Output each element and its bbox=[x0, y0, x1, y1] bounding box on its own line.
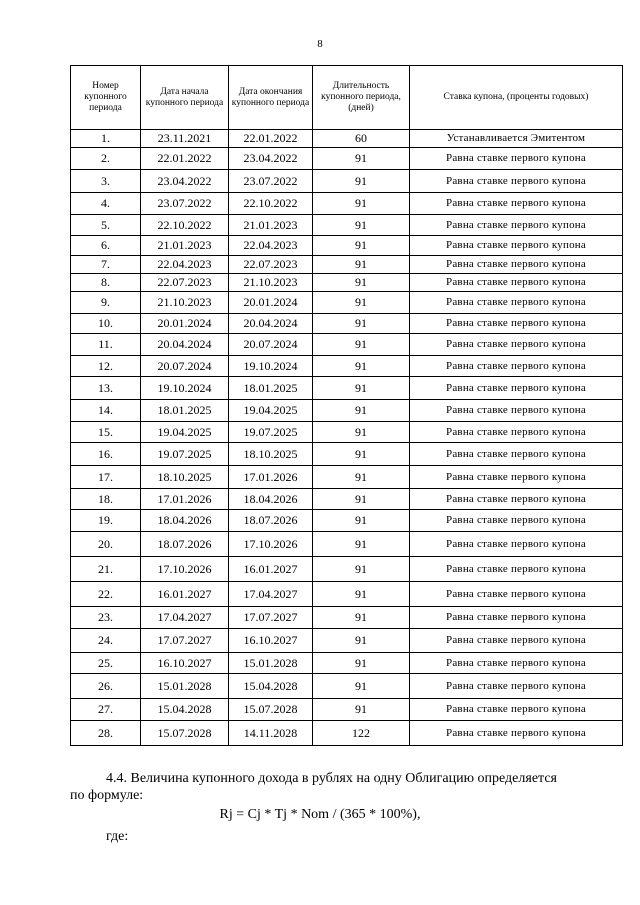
cell-period-number: 11. bbox=[71, 334, 141, 356]
cell-start-date: 18.04.2026 bbox=[141, 510, 229, 532]
cell-coupon-rate: Равна ставке первого купона bbox=[410, 274, 623, 292]
cell-end-date: 22.01.2022 bbox=[229, 130, 313, 148]
cell-coupon-rate: Равна ставке первого купона bbox=[410, 256, 623, 274]
table-row bbox=[71, 653, 623, 674]
cell-start-date: 16.10.2027 bbox=[141, 653, 229, 674]
table-row bbox=[71, 356, 623, 377]
cell-end-date: 21.10.2023 bbox=[229, 274, 313, 292]
header-coupon-rate: Ставка купона, (проценты годовых) bbox=[410, 66, 623, 130]
cell-end-date: 16.01.2027 bbox=[229, 557, 313, 582]
cell-coupon-rate: Равна ставке первого купона bbox=[410, 314, 623, 334]
table-row bbox=[71, 582, 623, 607]
table-row bbox=[71, 466, 623, 489]
cell-start-date: 21.01.2023 bbox=[141, 236, 229, 256]
table-row bbox=[71, 236, 623, 256]
cell-end-date: 18.04.2026 bbox=[229, 489, 313, 510]
coupon-income-formula: Rj = Cj * Tj * Nom / (365 * 100%), bbox=[219, 807, 421, 822]
cell-end-date: 20.07.2024 bbox=[229, 334, 313, 356]
cell-duration: 60 bbox=[313, 130, 410, 148]
cell-duration: 91 bbox=[313, 193, 410, 215]
cell-period-number: 13. bbox=[71, 377, 141, 400]
cell-end-date: 17.10.2026 bbox=[229, 532, 313, 557]
table-row bbox=[71, 274, 623, 292]
cell-duration: 91 bbox=[313, 510, 410, 532]
cell-start-date: 17.04.2027 bbox=[141, 607, 229, 629]
cell-end-date: 18.10.2025 bbox=[229, 443, 313, 466]
table-row bbox=[71, 721, 623, 746]
cell-start-date: 20.01.2024 bbox=[141, 314, 229, 334]
cell-end-date: 17.01.2026 bbox=[229, 466, 313, 489]
cell-coupon-rate: Равна ставке первого купона bbox=[410, 489, 623, 510]
cell-period-number: 5. bbox=[71, 215, 141, 236]
cell-coupon-rate: Равна ставке первого купона bbox=[410, 236, 623, 256]
cell-coupon-rate: Равна ставке первого купона bbox=[410, 170, 623, 193]
where-label: где: bbox=[106, 829, 129, 844]
table-row bbox=[71, 607, 623, 629]
cell-duration: 91 bbox=[313, 557, 410, 582]
cell-period-number: 14. bbox=[71, 400, 141, 422]
cell-end-date: 15.01.2028 bbox=[229, 653, 313, 674]
cell-period-number: 24. bbox=[71, 629, 141, 653]
cell-coupon-rate: Равна ставке первого купона bbox=[410, 193, 623, 215]
cell-start-date: 23.11.2021 bbox=[141, 130, 229, 148]
table-row bbox=[71, 532, 623, 557]
cell-end-date: 14.11.2028 bbox=[229, 721, 313, 746]
cell-duration: 91 bbox=[313, 170, 410, 193]
table-row bbox=[71, 130, 623, 148]
cell-period-number: 25. bbox=[71, 653, 141, 674]
cell-period-number: 3. bbox=[71, 170, 141, 193]
cell-start-date: 21.10.2023 bbox=[141, 292, 229, 314]
cell-start-date: 19.04.2025 bbox=[141, 422, 229, 443]
cell-coupon-rate: Равна ставке первого купона bbox=[410, 510, 623, 532]
cell-start-date: 19.10.2024 bbox=[141, 377, 229, 400]
cell-coupon-rate: Равна ставке первого купона bbox=[410, 466, 623, 489]
header-period-number: Номер купонного периода bbox=[71, 66, 141, 130]
cell-duration: 91 bbox=[313, 607, 410, 629]
table-header-row bbox=[71, 66, 623, 130]
cell-end-date: 15.04.2028 bbox=[229, 674, 313, 699]
cell-end-date: 23.04.2022 bbox=[229, 148, 313, 170]
cell-duration: 91 bbox=[313, 582, 410, 607]
cell-end-date: 16.10.2027 bbox=[229, 629, 313, 653]
table-row bbox=[71, 314, 623, 334]
cell-end-date: 17.07.2027 bbox=[229, 607, 313, 629]
table-row bbox=[71, 377, 623, 400]
cell-coupon-rate: Равна ставке первого купона bbox=[410, 215, 623, 236]
cell-period-number: 18. bbox=[71, 489, 141, 510]
cell-start-date: 17.01.2026 bbox=[141, 489, 229, 510]
cell-period-number: 6. bbox=[71, 236, 141, 256]
table-row bbox=[71, 292, 623, 314]
cell-period-number: 21. bbox=[71, 557, 141, 582]
cell-start-date: 18.10.2025 bbox=[141, 466, 229, 489]
cell-period-number: 16. bbox=[71, 443, 141, 466]
cell-duration: 91 bbox=[313, 292, 410, 314]
table-row bbox=[71, 334, 623, 356]
table-row bbox=[71, 557, 623, 582]
cell-coupon-rate: Равна ставке первого купона bbox=[410, 292, 623, 314]
cell-period-number: 1. bbox=[71, 130, 141, 148]
cell-start-date: 18.07.2026 bbox=[141, 532, 229, 557]
cell-duration: 91 bbox=[313, 653, 410, 674]
table-row bbox=[71, 400, 623, 422]
table-row bbox=[71, 170, 623, 193]
cell-start-date: 23.04.2022 bbox=[141, 170, 229, 193]
cell-end-date: 15.07.2028 bbox=[229, 699, 313, 721]
cell-duration: 91 bbox=[313, 236, 410, 256]
cell-end-date: 19.10.2024 bbox=[229, 356, 313, 377]
cell-start-date: 16.01.2027 bbox=[141, 582, 229, 607]
cell-coupon-rate: Равна ставке первого купона bbox=[410, 400, 623, 422]
cell-duration: 91 bbox=[313, 443, 410, 466]
cell-duration: 91 bbox=[313, 400, 410, 422]
cell-period-number: 4. bbox=[71, 193, 141, 215]
table-row bbox=[71, 699, 623, 721]
paragraph-4-4-line1: 4.4. Величина купонного дохода в рублях на одну Облигацию определяется bbox=[106, 771, 557, 786]
table-body bbox=[71, 130, 623, 746]
cell-duration: 91 bbox=[313, 334, 410, 356]
cell-end-date: 20.04.2024 bbox=[229, 314, 313, 334]
cell-coupon-rate: Равна ставке первого купона bbox=[410, 148, 623, 170]
cell-coupon-rate: Равна ставке первого купона bbox=[410, 699, 623, 721]
cell-end-date: 20.01.2024 bbox=[229, 292, 313, 314]
cell-end-date: 22.10.2022 bbox=[229, 193, 313, 215]
cell-period-number: 7. bbox=[71, 256, 141, 274]
cell-period-number: 27. bbox=[71, 699, 141, 721]
header-duration: Длительность купонного периода, (дней) bbox=[313, 66, 410, 130]
cell-end-date: 18.01.2025 bbox=[229, 377, 313, 400]
cell-start-date: 22.10.2022 bbox=[141, 215, 229, 236]
table-row bbox=[71, 193, 623, 215]
cell-end-date: 22.04.2023 bbox=[229, 236, 313, 256]
cell-duration: 91 bbox=[313, 674, 410, 699]
table-row bbox=[71, 489, 623, 510]
cell-duration: 91 bbox=[313, 489, 410, 510]
cell-start-date: 17.07.2027 bbox=[141, 629, 229, 653]
cell-end-date: 19.07.2025 bbox=[229, 422, 313, 443]
cell-start-date: 22.01.2022 bbox=[141, 148, 229, 170]
cell-period-number: 17. bbox=[71, 466, 141, 489]
page-number: 8 bbox=[317, 38, 323, 50]
cell-start-date: 18.01.2025 bbox=[141, 400, 229, 422]
cell-coupon-rate: Равна ставке первого купона bbox=[410, 721, 623, 746]
paragraph-4-4-line2: по формуле: bbox=[70, 788, 144, 803]
table-row bbox=[71, 422, 623, 443]
cell-end-date: 23.07.2022 bbox=[229, 170, 313, 193]
cell-coupon-rate: Равна ставке первого купона bbox=[410, 674, 623, 699]
cell-coupon-rate: Равна ставке первого купона bbox=[410, 334, 623, 356]
cell-coupon-rate: Равна ставке первого купона bbox=[410, 557, 623, 582]
cell-start-date: 17.10.2026 bbox=[141, 557, 229, 582]
cell-duration: 91 bbox=[313, 356, 410, 377]
cell-coupon-rate: Равна ставке первого купона bbox=[410, 653, 623, 674]
cell-period-number: 9. bbox=[71, 292, 141, 314]
table-row bbox=[71, 215, 623, 236]
cell-coupon-rate: Равна ставке первого купона bbox=[410, 629, 623, 653]
cell-end-date: 22.07.2023 bbox=[229, 256, 313, 274]
cell-start-date: 19.07.2025 bbox=[141, 443, 229, 466]
cell-period-number: 22. bbox=[71, 582, 141, 607]
cell-period-number: 20. bbox=[71, 532, 141, 557]
cell-start-date: 20.04.2024 bbox=[141, 334, 229, 356]
cell-duration: 122 bbox=[313, 721, 410, 746]
cell-coupon-rate: Равна ставке первого купона bbox=[410, 443, 623, 466]
coupon-schedule-table bbox=[70, 65, 623, 746]
cell-end-date: 19.04.2025 bbox=[229, 400, 313, 422]
cell-period-number: 19. bbox=[71, 510, 141, 532]
cell-coupon-rate: Равна ставке первого купона bbox=[410, 582, 623, 607]
cell-start-date: 22.04.2023 bbox=[141, 256, 229, 274]
cell-end-date: 18.07.2026 bbox=[229, 510, 313, 532]
cell-coupon-rate: Равна ставке первого купона bbox=[410, 377, 623, 400]
cell-start-date: 22.07.2023 bbox=[141, 274, 229, 292]
cell-duration: 91 bbox=[313, 314, 410, 334]
cell-duration: 91 bbox=[313, 532, 410, 557]
cell-period-number: 2. bbox=[71, 148, 141, 170]
table-row bbox=[71, 674, 623, 699]
cell-duration: 91 bbox=[313, 629, 410, 653]
cell-start-date: 15.01.2028 bbox=[141, 674, 229, 699]
header-start-date: Дата начала купонного периода bbox=[141, 66, 229, 130]
cell-period-number: 26. bbox=[71, 674, 141, 699]
cell-end-date: 21.01.2023 bbox=[229, 215, 313, 236]
cell-period-number: 12. bbox=[71, 356, 141, 377]
cell-duration: 91 bbox=[313, 148, 410, 170]
cell-duration: 91 bbox=[313, 699, 410, 721]
cell-coupon-rate: Равна ставке первого купона bbox=[410, 607, 623, 629]
table-row bbox=[71, 148, 623, 170]
cell-duration: 91 bbox=[313, 274, 410, 292]
cell-duration: 91 bbox=[313, 422, 410, 443]
cell-coupon-rate: Устанавливается Эмитентом bbox=[410, 130, 623, 148]
cell-period-number: 8. bbox=[71, 274, 141, 292]
cell-coupon-rate: Равна ставке первого купона bbox=[410, 422, 623, 443]
cell-start-date: 20.07.2024 bbox=[141, 356, 229, 377]
cell-duration: 91 bbox=[313, 466, 410, 489]
table-row bbox=[71, 510, 623, 532]
cell-duration: 91 bbox=[313, 256, 410, 274]
cell-coupon-rate: Равна ставке первого купона bbox=[410, 532, 623, 557]
cell-period-number: 10. bbox=[71, 314, 141, 334]
cell-period-number: 15. bbox=[71, 422, 141, 443]
header-end-date: Дата окончания купонного периода bbox=[229, 66, 313, 130]
cell-duration: 91 bbox=[313, 377, 410, 400]
cell-duration: 91 bbox=[313, 215, 410, 236]
cell-end-date: 17.04.2027 bbox=[229, 582, 313, 607]
cell-start-date: 23.07.2022 bbox=[141, 193, 229, 215]
table-row bbox=[71, 443, 623, 466]
table-row bbox=[71, 629, 623, 653]
cell-start-date: 15.07.2028 bbox=[141, 721, 229, 746]
cell-period-number: 23. bbox=[71, 607, 141, 629]
cell-coupon-rate: Равна ставке первого купона bbox=[410, 356, 623, 377]
cell-period-number: 28. bbox=[71, 721, 141, 746]
cell-start-date: 15.04.2028 bbox=[141, 699, 229, 721]
table-row bbox=[71, 256, 623, 274]
